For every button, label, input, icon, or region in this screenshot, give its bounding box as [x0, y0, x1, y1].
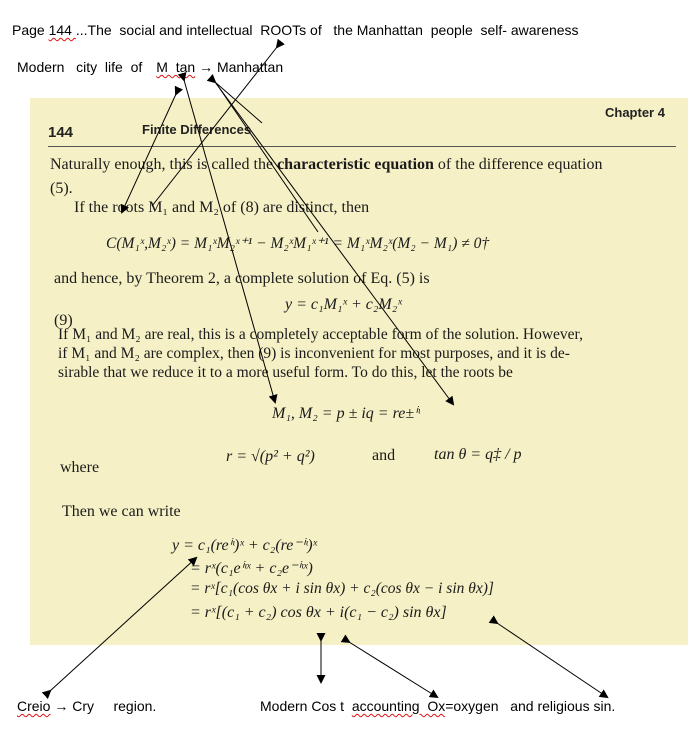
and-label: and — [372, 447, 396, 464]
annotation-prefix: Page — [12, 22, 49, 38]
text: Naturally enough, this is called the — [50, 156, 274, 173]
equation-2: y = c₁M₁ˣ + c₂M₂ˣ — [285, 296, 402, 313]
text-line-6: if M₁ and M₂ are complex, then (9) is inconvenient for most purposes, and it is de- — [58, 345, 570, 362]
chapter-label: Chapter 4 — [605, 105, 665, 120]
annotation-text: → Cry region. — [50, 698, 157, 714]
equation-5: y = c₁(reⁱᶥ)ˣ + c₂(re⁻ⁱᶥ)ˣ — [172, 537, 318, 554]
text-line-7: sirable that we reduce it to a more useful form. To do this, let the roots be — [58, 364, 513, 381]
where-label: where — [60, 459, 100, 476]
page-ref: 144 — [48, 22, 76, 38]
annotation-line-2 — [17, 59, 283, 75]
arrow-ox — [349, 642, 437, 697]
annotated-word: M tan — [156, 59, 196, 75]
equation-6: = rˣ(c₁eⁱᶥˣ + c₂e⁻ⁱᶥˣ) — [190, 560, 313, 577]
equation-7: = rˣ[c₁(cos θx + i sin θx) + c₂(cos θx − i sin θx)] — [190, 580, 494, 597]
text-line-2: (5). — [50, 180, 73, 197]
annotation-text: ...The social and intellectual ROOTs of the Manhattan people self- awareness — [75, 22, 579, 38]
annotation-prefix: Modern Cos t — [260, 698, 352, 714]
equation-1: C(M₁ˣ,M₂ˣ) = M₁ˣM₂ˣ⁺¹ − M₂ˣM₁ˣ⁺¹ = M₁ˣM₂ˣ(M₂ − M₁) ≠ 0† — [106, 235, 490, 252]
annotation-bottom-right — [260, 698, 615, 714]
equation-label: (9) — [54, 312, 73, 329]
text-line-3: If the roots M₁ and M₂ of (8) are distinct, then — [74, 199, 370, 216]
annotation-text: → Manhattan — [199, 59, 284, 75]
text-line-1 — [50, 156, 602, 174]
annotation-text: =oxygen and religious sin. — [445, 698, 616, 714]
text-line-4: and hence, by Theorem 2, a complete solution of Eq. (5) is — [54, 270, 430, 287]
page-number: 144 — [48, 124, 74, 141]
annotation-prefix: Modern city life of — [17, 59, 143, 75]
annotated-word: Creio — [17, 698, 51, 714]
running-head: Finite Differences — [142, 122, 252, 137]
annotated-word: accounting Ox — [351, 698, 446, 714]
text: of the difference equation — [437, 156, 603, 173]
equation-8: = rˣ[(c₁ + c₂) cos θx + i(c₁ − c₂) sin θx] — [190, 604, 447, 621]
text-line-8: Then we can write — [62, 503, 181, 520]
equation-4a: r = √(p² + q²) — [226, 448, 315, 465]
annotation-line-1 — [12, 22, 579, 38]
equation-3: M₁, M₂ = p ± iq = re±ⁱᶥ — [272, 405, 420, 422]
text-line-5: If M₁ and M₂ are real, this is a completely acceptable form of the solution. However, — [58, 326, 583, 343]
equation-4b: tan θ = q‡ / p — [434, 446, 522, 463]
bold-term: characteristic equation — [277, 156, 434, 173]
annotation-bottom-left — [17, 698, 156, 714]
header-rule — [48, 146, 676, 147]
